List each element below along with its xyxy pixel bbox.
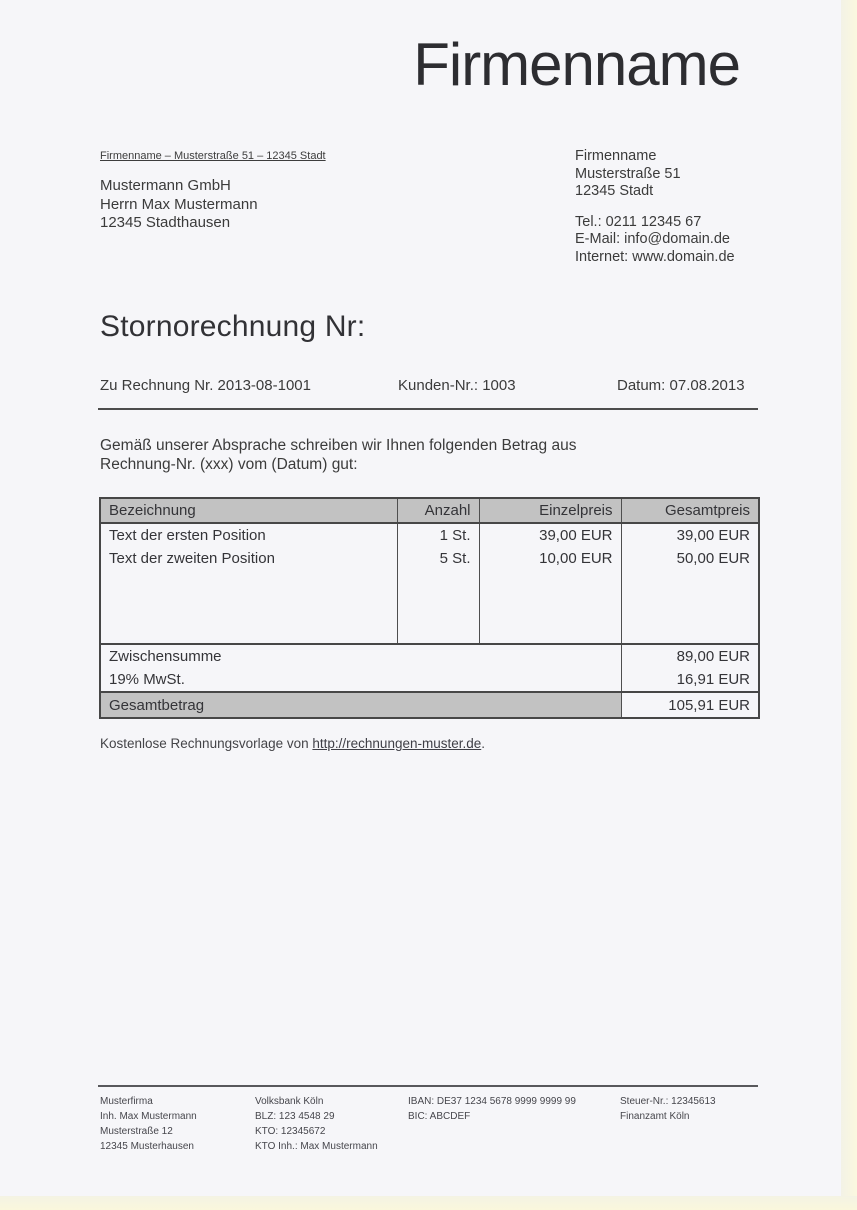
footer-tax-column — [620, 1094, 716, 1124]
invoice-reference: Zu Rechnung Nr. 2013-08-1001 — [100, 377, 311, 394]
scan-edge-bottom — [0, 1196, 857, 1210]
company-city: 12345 Stadt — [575, 183, 654, 199]
table-header-row — [100, 498, 759, 523]
table-empty-space — [100, 570, 759, 644]
item-description: Text der zweiten Position — [109, 550, 275, 567]
item-quantity: 5 St. — [397, 547, 479, 570]
footer-line: Inh. Max Mustermann — [100, 1111, 197, 1122]
grand-total-value: 105,91 EUR — [621, 692, 759, 718]
footer-line: 12345 Musterhausen — [100, 1141, 194, 1152]
subtotal-value: 89,00 EUR — [621, 644, 759, 668]
subtotal-row — [100, 644, 759, 668]
vat-row — [100, 668, 759, 692]
credit-period: . — [481, 736, 486, 751]
intro-paragraph: Gemäß unserer Absprache schreiben wir Ihnen folgenden Betrag aus Rechnung-Nr. (xxx) vom (Datum) gut: — [100, 437, 577, 473]
horizontal-rule-footer — [98, 1085, 758, 1087]
company-logo-title: Firmenname — [413, 31, 740, 98]
scan-edge-right — [841, 0, 857, 1210]
footer-line: BIC: ABCDEF — [408, 1111, 471, 1122]
company-phone: Tel.: 0211 12345 67 — [575, 213, 702, 230]
recipient-city: 12345 Stadthausen — [100, 214, 231, 231]
footer-line: BLZ: 123 4548 29 — [255, 1111, 335, 1122]
table-row — [100, 523, 759, 547]
vat-value: 16,91 EUR — [621, 668, 759, 692]
item-total: 39,00 EUR — [621, 523, 759, 547]
line-items-table — [99, 497, 760, 719]
footer-line: Volksbank Köln — [255, 1096, 324, 1107]
col-header-total-price: Gesamtpreis — [621, 498, 759, 523]
footer-company-column — [100, 1094, 197, 1154]
table-row — [100, 547, 759, 570]
sender-return-address: Firmenname – Musterstraße 51 – 12345 Stadt — [100, 150, 326, 162]
footer-bank-column — [255, 1094, 378, 1154]
document-title: Stornorechnung Nr: — [100, 310, 366, 343]
subtotal-label: Zwischensumme — [100, 644, 621, 668]
recipient-person: Herrn Max Mustermann — [100, 195, 258, 213]
company-website: Internet: www.domain.de — [575, 248, 735, 265]
footer-line: Steuer-Nr.: 12345613 — [620, 1096, 716, 1107]
footer-line: KTO: 12345672 — [255, 1126, 326, 1137]
grand-total-row — [100, 692, 759, 718]
company-email: E-Mail: info@domain.de — [575, 231, 730, 247]
recipient-address-block — [100, 177, 258, 233]
footer-line: Finanzamt Köln — [620, 1111, 690, 1122]
company-contact-block — [575, 148, 735, 266]
item-total: 50,00 EUR — [621, 547, 759, 570]
grand-total-label: Gesamtbetrag — [100, 692, 621, 718]
vat-label: 19% MwSt. — [109, 671, 185, 688]
template-source-link[interactable]: http://rechnungen-muster.de — [312, 736, 482, 751]
item-unit-price: 39,00 EUR — [479, 523, 621, 547]
credit-text: Kostenlose Rechnungsvorlage von — [100, 736, 313, 751]
item-quantity: 1 St. — [397, 523, 479, 547]
recipient-company: Mustermann GmbH — [100, 177, 231, 194]
footer-line: IBAN: DE37 1234 5678 9999 9999 99 — [408, 1096, 576, 1107]
col-header-quantity: Anzahl — [397, 498, 479, 523]
col-header-unit-price: Einzelpreis — [479, 498, 621, 523]
company-street: Musterstraße 51 — [575, 165, 681, 182]
footer-iban-column — [408, 1094, 576, 1124]
footer-line: Musterfirma — [100, 1096, 153, 1107]
item-description: Text der ersten Position — [109, 527, 266, 544]
spacer — [575, 201, 735, 214]
footer-line: KTO Inh.: Max Mustermann — [255, 1141, 378, 1152]
item-unit-price: 10,00 EUR — [479, 547, 621, 570]
footer-line: Musterstraße 12 — [100, 1126, 173, 1137]
template-credit-line — [100, 736, 485, 751]
col-header-description: Bezeichnung — [100, 498, 397, 523]
horizontal-rule-top — [98, 408, 758, 410]
company-name: Firmenname — [575, 148, 657, 164]
invoice-date: Datum: 07.08.2013 — [617, 377, 745, 394]
customer-number: Kunden-Nr.: 1003 — [398, 377, 516, 394]
